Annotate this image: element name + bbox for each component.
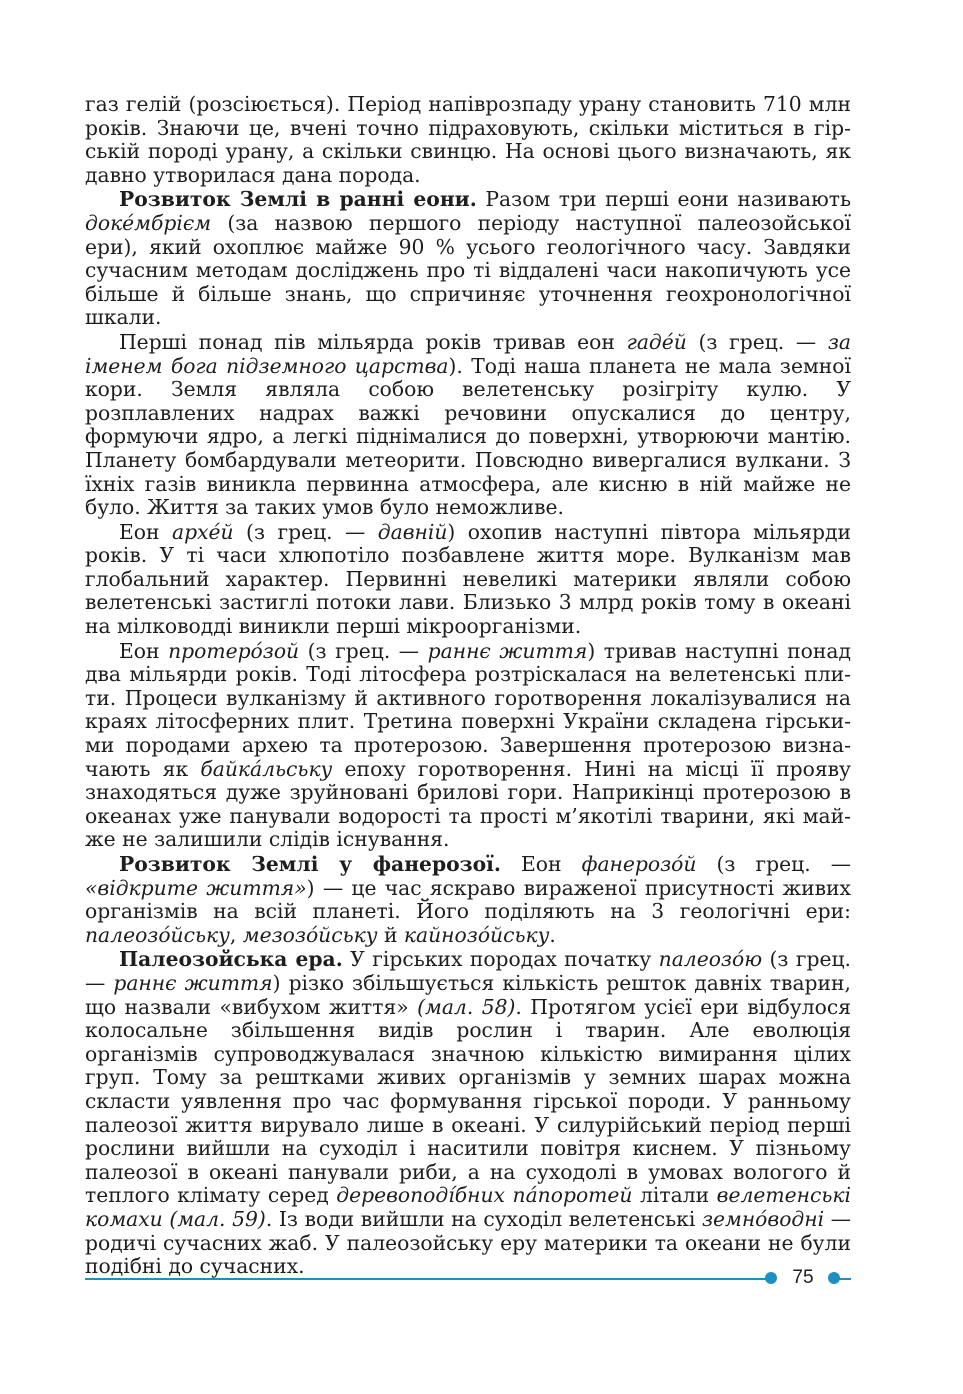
text-run: Еон	[119, 519, 172, 544]
italic-term: палеозо́йську	[85, 922, 230, 947]
text-run: (з грец. —	[85, 947, 851, 995]
text-run: літали	[632, 1183, 717, 1208]
footer-dot-left	[765, 1272, 777, 1284]
text-run: Еон	[500, 852, 582, 876]
paragraph	[85, 331, 851, 520]
text-run: епоху горотворення. Нині на місці її прояву знаходяться дуже зруйновані брилові гори. Наприкінці протерозою в океанах уже панували водорості та прості м’якотілі тварини, які майже не залишили слідів існування.	[85, 756, 851, 852]
text-run: ) тривав наступні понад два мільярди років. Тоді літосфера розтріскалася на велетенські плити. Процеси вулканізму й активного горотворення локалізувалися на краях літосферних плит. Третина поверхні України складена гірськими породами архею та протерозою. Завершення протерозою визначають як	[85, 638, 851, 781]
italic-term: байка́льську	[200, 756, 333, 781]
italic-term: кайнозо́йську	[403, 922, 550, 947]
italic-term: гаде́й	[626, 329, 687, 354]
text-run: й	[377, 922, 404, 947]
page-number: 75	[792, 1267, 814, 1288]
italic-term: давній	[377, 519, 448, 544]
text-run: (з грец. —	[696, 852, 851, 876]
text-run: ). Тоді наша планета не мала земної кори. Земля являла собою велетенську розігріту кулю. У розплавлених надрах важкі речовини опускалися до центру, формуючи ядро, а легкі піднімалися до поверхні, утворюючи мантію. Планету бомбардували метеорити. Повсюдно вивергалися вулкани. З їхніх газів виникла первинна атмосфера, але кисню в ній майже не було. Життя за таких умов було неможливе.	[85, 353, 851, 520]
italic-term: фанерозо́й	[581, 852, 697, 876]
italic-term: велетенські комахи (мал. 59)	[85, 1183, 851, 1231]
text-run: (з грец. —	[686, 329, 828, 354]
italic-term: за іменем бога підземного царства	[85, 329, 851, 378]
text-run: . Протягом усієї ери відбулося колосальне збільшення видів рослин і тварин. Але еволюція організмів супроводжувалася значною кількістю вимирання цілих груп. Тому за рештками живих організмів у земних шарах можна скласти уявлення про час формування гірської породи. У ранньому палеозої життя вирувало лише в океані. У силурійський період перші рослини вийшли на суходіл і наситили повітря киснем. У пізньому палеозої в океані панували риби, а на суходолі в умовах вологого й теплого клімату серед	[85, 994, 851, 1208]
paragraph	[85, 948, 851, 1278]
bold-heading: Розвиток Землі в ранні еони.	[119, 187, 477, 212]
bold-heading: Розвиток Землі у фанерозої.	[119, 852, 501, 876]
text-run: ,	[229, 922, 243, 947]
paragraph	[85, 521, 851, 639]
italic-term: раннє життя	[113, 970, 273, 995]
text-run: — родичі сучасних жаб. У палеозойську еру материки та океани не були подібні до сучасних.	[85, 1206, 851, 1279]
text-run: (з грец. —	[299, 638, 428, 663]
text-run: газ гелій (розсіюється). Період напіврозпаду урану становить 710 млн років. Знаючи це, вчені точно підраховують, скільки міститься в гірській породі урану, а скільки свинцю. На основі цього визначають, як давно утворилася дана порода.	[85, 92, 851, 187]
paragraph	[85, 640, 851, 852]
text-run: (з грец. —	[233, 519, 378, 544]
text-run: . Із води вийшли на суходіл велетенські	[265, 1206, 702, 1231]
text-run: .	[549, 922, 556, 947]
bold-heading: Палеозойська ера.	[119, 947, 343, 972]
italic-term: раннє життя	[427, 638, 588, 663]
italic-term: земно́водні	[701, 1206, 825, 1231]
text-run: Перші понад пів мільярда років тривав еон	[119, 329, 627, 354]
italic-term: палеозо́ю	[658, 947, 763, 972]
italic-term: доке́мбрієм	[85, 210, 212, 235]
page-text	[85, 93, 851, 1279]
italic-term: протеро́зой	[168, 638, 300, 663]
italic-term: деревоподі́бних па́поротей	[336, 1183, 633, 1208]
page-footer	[85, 1268, 851, 1290]
italic-term: «відкрите життя»	[85, 875, 307, 900]
italic-term: мезозо́йську	[242, 922, 378, 947]
footer-rule	[85, 1278, 773, 1280]
italic-term: архе́й	[172, 519, 234, 544]
text-run: Еон	[119, 638, 169, 663]
text-run: (за назвою першого періоду наступної палеозойської ери), який охоплює майже 90 % усього геологічного часу. Завдяки сучасним методам досліджень про ті віддалені часи накопичують усе більше й більше знань, що спричиняє уточнення геохронологічної шкали.	[85, 210, 851, 330]
paragraph	[85, 93, 851, 187]
italic-term: (мал. 58)	[417, 994, 516, 1019]
text-run: ) охопив наступні півтора мільярди років. У ті часи хлюпотіло позбавлене життя море. Вулканізм мав глобальний характер. Первинні невеликі материки являли собою велетенські застиглі потоки лави. Близько 3 млрд років тому в океані на мілководді виникли перші мікроорганізми.	[85, 519, 851, 639]
text-run: ) — це час яскраво вираженої присутності живих організмів на всій планеті. Його поділяють на 3 геологічні ери:	[85, 875, 851, 924]
text-run: Разом три перші еони називають	[476, 187, 852, 212]
paragraph	[85, 853, 851, 947]
paragraph	[85, 188, 851, 330]
footer-tail	[837, 1278, 851, 1280]
text-run: ) різко збільшується кількість решток давніх тварин, що назвали «вибухом життя»	[85, 970, 852, 1019]
text-run: У гірських породах початку	[342, 947, 659, 972]
